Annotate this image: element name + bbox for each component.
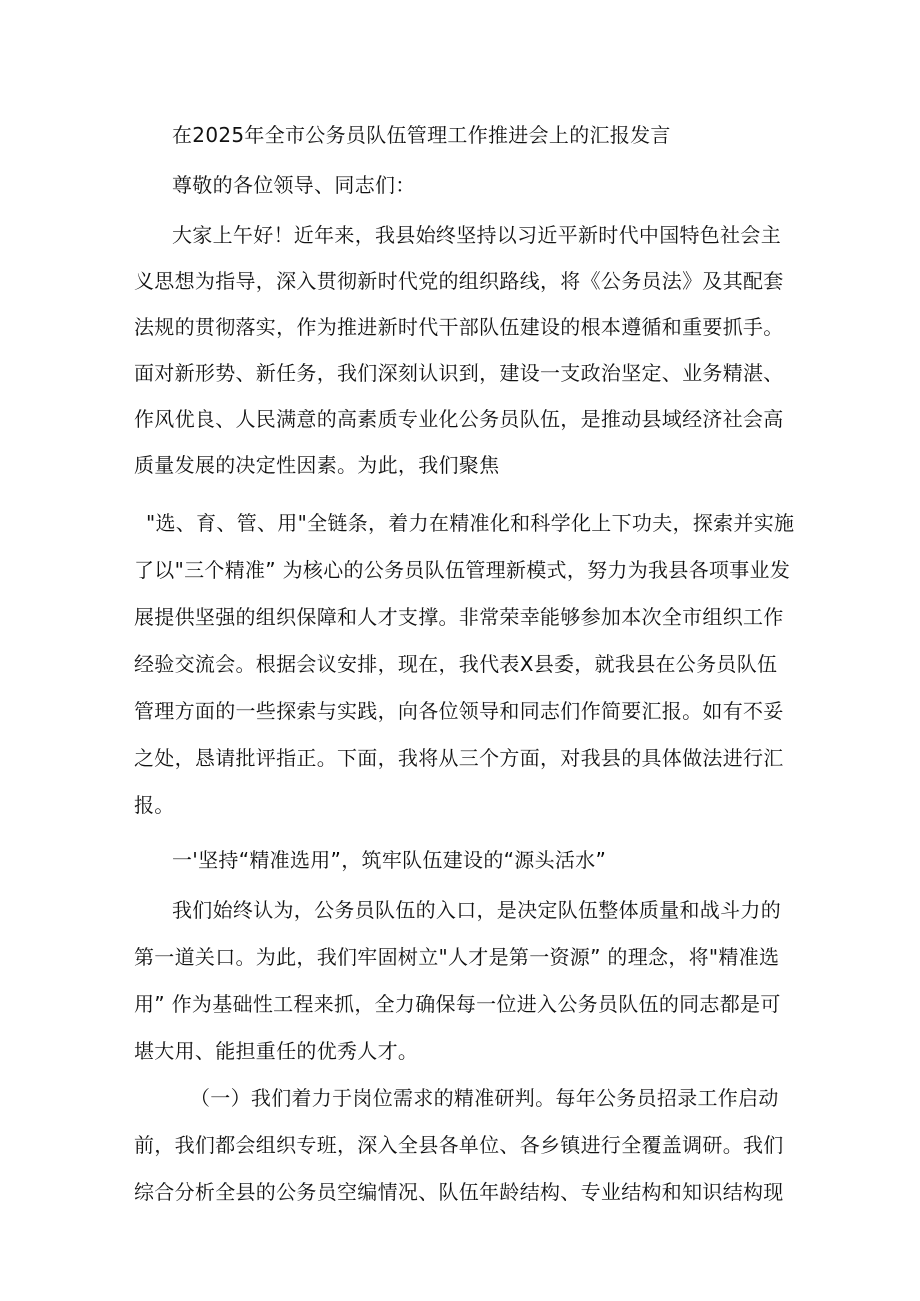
paragraph-line: 第一道关口。为此，我们牢固树立"人才是第一资源” 的理念，将"精准选 (134, 945, 780, 969)
subsection-line: （一）我们着力于岗位需求的精准研判。每年公务员招录工作启动 (190, 1086, 779, 1110)
paragraph-line: 展提供坚强的组织保障和人才支撑。非常荣幸能够参加本次全市组织工作 (134, 605, 784, 629)
paragraph-line: 管理方面的一些探索与实践，向各位领导和同志们作简要汇报。如有不妥 (134, 699, 784, 723)
paragraph-line: 堪大用、能担重任的优秀人才。 (134, 1039, 419, 1063)
paragraph-line: 报。 (134, 793, 175, 817)
paragraph-line: 用” 作为基础性工程来抓，全力确保每一位进入公务员队伍的同志都是可 (134, 992, 781, 1016)
paragraph-line: 了以"三个精准” 为核心的公务员队伍管理新模式，努力为我县各项事业发 (134, 558, 791, 582)
paragraph-line: 之处，恳请批评指正。下面，我将从三个方面，对我县的具体做法进行汇 (134, 746, 784, 770)
paragraph-line: 前，我们都会组织专班，深入全县各单位、各乡镇进行全覆盖调研。我们 (134, 1133, 784, 1157)
document-title: 在2025年全市公务员队伍管理工作推进会上的汇报发言 (172, 123, 671, 147)
paragraph-line: 法规的贯彻落实，作为推进新时代干部队伍建设的根本遵循和重要抓手。 (134, 315, 784, 339)
paragraph-line: 我们始终认为，公务员队伍的入口，是决定队伍整体质量和战斗力的 (172, 898, 781, 922)
section-heading: 一'坚持“精准选用”，筑牢队伍建设的“源头活水” (172, 848, 607, 872)
paragraph-line: "选、育、管、用"全链条，着力在精准化和科学化上下功夫，探索并实施 (146, 511, 795, 535)
paragraph-line: 作风优良、人民满意的高素质专业化公务员队伍，是推动县域经济社会高 (134, 407, 784, 431)
paragraph-line: 面对新形势、新任务，我们深刻认识到，建设一支政治坚定、业务精湛、 (134, 361, 784, 385)
paragraph-line: 综合分析全县的公务员空编情况、队伍年龄结构、专业结构和知识结构现 (134, 1180, 784, 1204)
paragraph-line: 质量发展的决定性因素。为此，我们聚焦 (134, 453, 500, 477)
salutation: 尊敬的各位领导、同志们： (172, 173, 416, 197)
paragraph-line: 义思想为指导，深入贯彻新时代党的组织路线，将《公务员法》及其配套 (134, 269, 784, 293)
paragraph-line: 经验交流会。根据会议安排，现在，我代表X县委，就我县在公务员队伍 (134, 652, 778, 676)
paragraph-line: 大家上午好！近年来，我县始终坚持以习近平新时代中国特色社会主 (172, 223, 781, 247)
